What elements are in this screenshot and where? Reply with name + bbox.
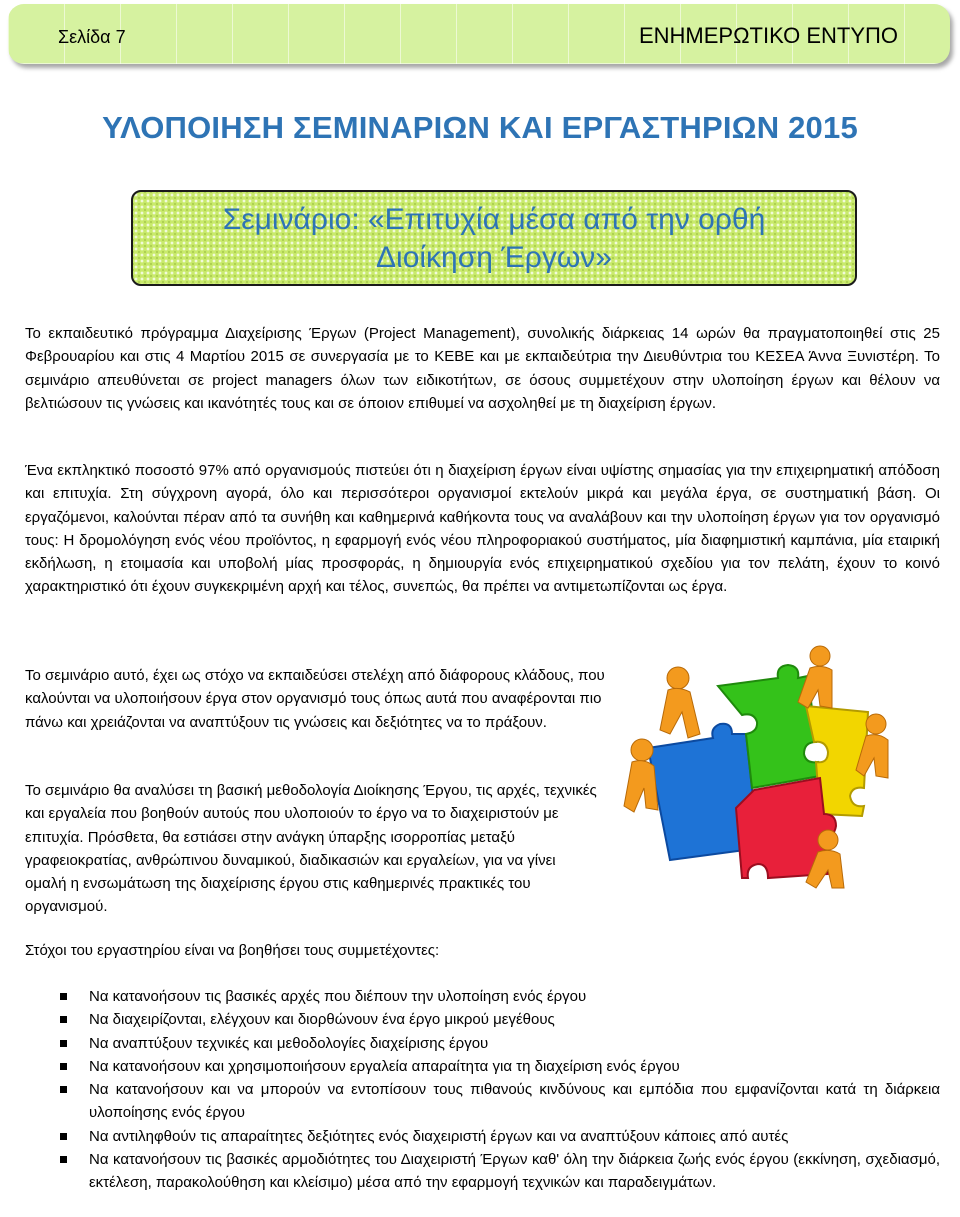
goal-text: Να κατανοήσουν τις βασικές αρχές που διέπουν την υλοποίηση ενός έργου xyxy=(89,988,587,1005)
statistics-paragraph: Ένα εκπληκτικό ποσοστό 97% από οργανισμούς πιστεύει ότι η διαχείριση έργων είναι υψίστης σημασίας για την επιχειρηματική απόδοση και επιτυχία. Στη σύγχρονη αγορά, όλο και περισσότεροι οργανισμοί εκτελούν μικρά και μεγάλα έργα, σε συστηματική βάση. Οι εργαζόμενοι, καλούνται πέραν από τα συνήθη και καθημερινά καθήκοντα τους να αναλάβουν και την υλοποίηση έργων για τον οργανισμό τους: Η δρομολόγηση ενός νέου προϊόντος, η εφαρμογή ενός νέου πληροφοριακού συστήματος, μία διαφημιστική καμπάνια, μία εταιρική εκδήλωση, η ετοιμασία και υποβολή μίας προσφοράς, η δημιουργία ενός επιχειρηματικού σχεδίου για τον πελάτη, έχουν το κοινό χαρακτηριστικό ότι έχουν συγκεκριμένη αρχή και τέλος, συνεπώς, θα πρέπει να αντιμετωπίζονται ως έργα. xyxy=(25,462,940,596)
goal-item xyxy=(60,1148,940,1195)
square-bullet-icon xyxy=(60,1086,67,1093)
goal-item xyxy=(60,1008,940,1031)
goal-text: Να αντιληφθούν τις απαραίτητες δεξιότητες ενός διαχειριστή έργων και να αναπτύξουν κάποιες από αυτές xyxy=(89,1127,789,1145)
goals-list xyxy=(60,985,940,1195)
square-bullet-icon xyxy=(60,1016,67,1023)
seminar-title-line2: Διοίκηση Έργων» xyxy=(376,241,612,274)
header-bar xyxy=(8,4,950,64)
seminar-title-line1: Σεμινάριο: «Επιτυχία μέσα από την ορθή xyxy=(222,203,766,236)
goal-text: Να κατανοήσουν τις βασικές αρμοδιότητες του Διαχειριστή Έργων καθ' όλη την διάρκεια ζωής ενός έργου (εκκίνηση, σχεδιασμό, εκτέλεση, παρακολούθηση και κλείσιμο) μέσα από την εφαρμογή τεχνικών και παραδειγμάτων. xyxy=(89,1151,940,1192)
goal-item xyxy=(60,985,940,1008)
aim-paragraph: Το σεμινάριο αυτό, έχει ως στόχο να εκπαιδεύσει στελέχη από διάφορους κλάδους, που καλούνται να υλοποιήσουν έργα στον οργανισμό τους όπως αυτά που αναφέρονται πιο πάνω και χρειάζονται να αναπτύξουν τις γνώσεις και δεξιότητες να το πράξουν. xyxy=(25,667,605,731)
page-number: Σελίδα 7 xyxy=(58,27,126,47)
goal-text: Να κατανοήσουν και χρησιμοποιήσουν εργαλεία απαραίτητα για τη διαχείριση ενός έργου xyxy=(89,1057,680,1075)
square-bullet-icon xyxy=(60,1040,67,1047)
square-bullet-icon xyxy=(60,993,67,1000)
goal-text: Να αναπτύξουν τεχνικές και μεθοδολογίες διαχείρισης έργου xyxy=(89,1034,489,1052)
methodology-paragraph: Το σεμινάριο θα αναλύσει τη βασική μεθοδολογία Διοίκησης Έργου, τις αρχές, τεχνικές και εργαλεία που βοηθούν αυτούς που υλοποιούν το έργο να το διαχειριστούν με επιτυχία. Πρόσθετα, θα εστιάσει στην ανάγκη ύπαρξης ισορροπίας μεταξύ γραφειοκρατίας, ανθρώπινου δυναμικού, διαδικασιών και εργαλείων, για να γίνει ομαλή η ενσωμάτωση της διαχείρισης έργου στις καθημερινές πρακτικές του οργανισμού. xyxy=(25,782,597,916)
newsletter-title: ΕΝΗΜΕΡΩΤΙΚΟ ΕΝΤΥΠΟ xyxy=(638,23,898,48)
seminar-title-box xyxy=(131,190,857,286)
goal-item xyxy=(60,1078,940,1125)
goal-item xyxy=(60,1125,940,1148)
goal-item xyxy=(60,1032,940,1055)
goal-text: Να διαχειρίζονται, ελέγχουν και διορθώνουν ένα έργο μικρού μεγέθους xyxy=(89,1011,555,1029)
goals-intro: Στόχοι του εργαστηρίου είναι να βοηθήσει τους συμμετέχοντες: xyxy=(25,942,440,959)
goal-item xyxy=(60,1055,940,1078)
square-bullet-icon xyxy=(60,1133,67,1140)
goal-text: Να κατανοήσουν και να μπορούν να εντοπίσουν τους πιθανούς κινδύνους και εμπόδια που εμφανίζονται κατά τη διάρκεια υλοποίησης ενός έργου xyxy=(89,1081,940,1122)
square-bullet-icon xyxy=(60,1156,67,1163)
puzzle-teamwork-illustration xyxy=(618,638,894,890)
main-title: ΥΛΟΠΟΙΗΣΗ ΣΕΜΙΝΑΡΙΩΝ ΚΑΙ ΕΡΓΑΣΤΗΡΙΩΝ 2015 xyxy=(102,110,858,145)
intro-paragraph: Το εκπαιδευτικό πρόγραμμα Διαχείρισης Έργων (Project Management), συνολικής διάρκειας 14 ωρών θα πραγματοποιηθεί στις 25 Φεβρουαρίου και στις 4 Μαρτίου 2015 σε συνεργασία με το ΚΕΒΕ και με εκπαιδεύτρια την Διευθύντρια του ΚΕΣΕΑ Άννα Ξυνιστέρη. Το σεμινάριο απευθύνεται σε project managers όλων των ειδικοτήτων, σε όσους συμμετέχουν στην υλοποίηση έργων και θέλουν να βελτιώσουν τις γνώσεις και ικανότητές τους και σε όποιον επιθυμεί να ασχοληθεί με τη διαχείριση έργων. xyxy=(25,325,940,412)
square-bullet-icon xyxy=(60,1063,67,1070)
